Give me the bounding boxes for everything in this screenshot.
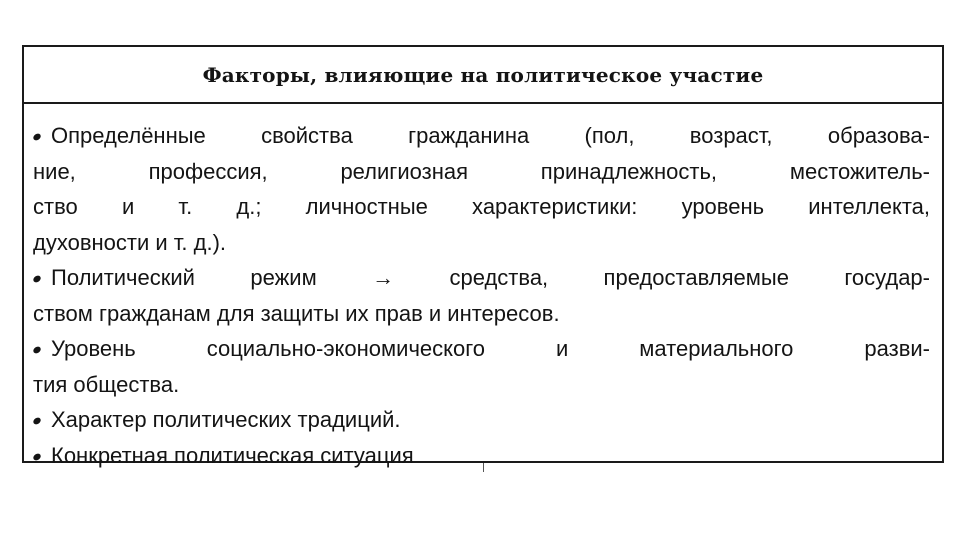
bullet-icon	[32, 132, 42, 142]
factor-line-text: Характер политических традиций.	[51, 407, 401, 432]
factor-line: духовности и т. д.).	[33, 229, 227, 255]
scan-tick-mark	[483, 463, 484, 472]
factor-line: ние, профессия, религиозная принадлежность, местожитель-	[33, 158, 930, 184]
factor-line-text: Определённые свойства гражданина (пол, возраст, образова-	[51, 123, 930, 148]
factor-citizen-properties	[33, 118, 930, 260]
table-header	[24, 47, 942, 104]
factor-political-regime	[33, 260, 930, 331]
table-body	[24, 104, 942, 473]
factor-line	[33, 438, 930, 474]
factor-line-text: Политический режим → средства, предоставляемые государ-	[51, 265, 930, 290]
factor-line: ство и т. д.; личностные характеристики: уровень интеллекта,	[33, 194, 930, 219]
table-title: Факторы, влияющие на политическое участие	[202, 62, 764, 87]
factors-table	[22, 45, 944, 468]
factor-line	[33, 402, 930, 438]
bullet-icon	[32, 345, 42, 355]
factor-line	[33, 331, 930, 367]
factor-development-level	[33, 331, 930, 402]
factor-line: тия общества.	[33, 371, 180, 397]
factor-political-traditions	[33, 402, 930, 438]
factor-line: ством гражданам для защиты их прав и интересов.	[33, 300, 560, 326]
factor-line	[33, 260, 930, 296]
factor-line-text: Уровень социально-экономического и материального разви-	[51, 336, 930, 361]
factor-line-text: Конкретная политическая ситуация	[51, 442, 414, 468]
bullet-icon	[32, 274, 42, 284]
factor-line	[33, 118, 930, 154]
bullet-icon	[32, 416, 42, 426]
factor-political-situation	[33, 438, 930, 474]
bullet-icon	[32, 452, 42, 462]
